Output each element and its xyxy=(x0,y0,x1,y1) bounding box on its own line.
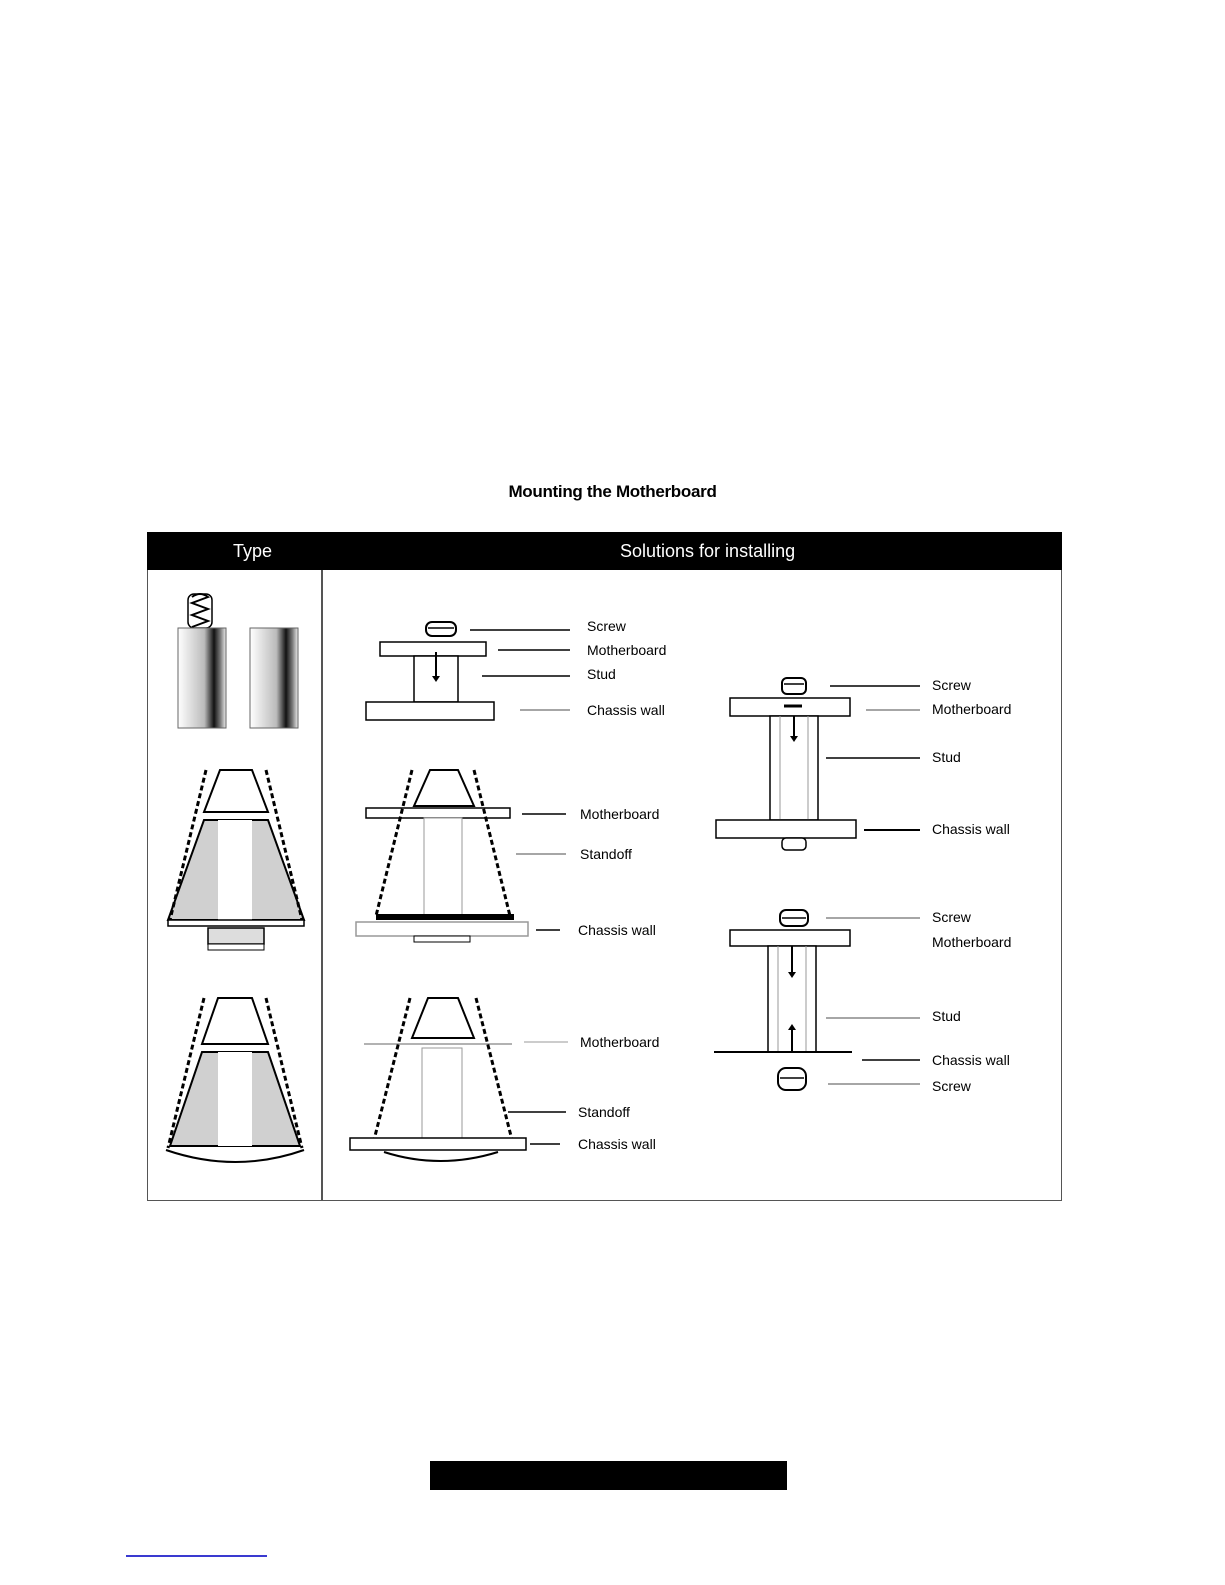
label-rt1-stud: Stud xyxy=(932,749,961,765)
figure-title: Mounting the Motherboard xyxy=(508,482,717,501)
footer-link-underline xyxy=(126,1555,267,1557)
label-r3-standoff: Standoff xyxy=(578,1104,630,1120)
solution-stud-screw xyxy=(366,618,666,720)
solution-standoff-curved xyxy=(350,998,659,1161)
label-r2-chassis: Chassis wall xyxy=(578,922,656,938)
header-type: Type xyxy=(233,541,273,561)
label-rt2-stud: Stud xyxy=(932,1008,961,1024)
type-standoff-flat-illustration xyxy=(168,770,304,950)
label-r1-screw: Screw xyxy=(587,618,626,634)
label-r3-motherboard: Motherboard xyxy=(580,1034,660,1050)
label-r2-standoff: Standoff xyxy=(580,846,632,862)
type-standoff-curved-illustration xyxy=(166,998,304,1162)
label-rt2-screw-top: Screw xyxy=(932,909,971,925)
label-r1-stud: Stud xyxy=(587,666,616,682)
label-rt1-motherboard: Motherboard xyxy=(932,701,1012,717)
solution-long-stud-double-screw xyxy=(714,909,1011,1094)
label-rt2-motherboard: Motherboard xyxy=(932,934,1012,950)
label-r3-chassis: Chassis wall xyxy=(578,1136,656,1152)
label-rt1-chassis: Chassis wall xyxy=(932,821,1010,837)
solution-standoff-flat xyxy=(356,770,659,942)
solution-long-stud-single-screw xyxy=(716,677,1011,850)
label-rt2-chassis: Chassis wall xyxy=(932,1052,1010,1068)
footer-black-bar xyxy=(430,1461,787,1490)
type-stud-illustration xyxy=(178,594,298,728)
label-rt1-screw: Screw xyxy=(932,677,971,693)
label-r2-motherboard: Motherboard xyxy=(580,806,660,822)
label-r1-chassis: Chassis wall xyxy=(587,702,665,718)
label-rt2-screw-bottom: Screw xyxy=(932,1078,971,1094)
header-solutions: Solutions for installing xyxy=(620,541,796,561)
label-r1-motherboard: Motherboard xyxy=(587,642,667,658)
